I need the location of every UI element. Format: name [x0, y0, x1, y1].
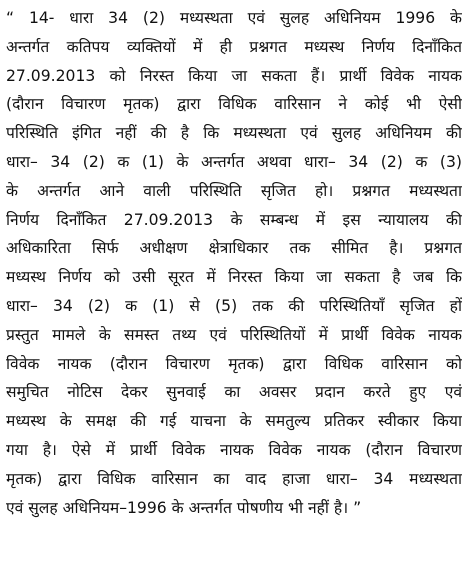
text-line: मृतक) द्वारा विधिक वारिसान का वाद हाजा धारा– 34 मध्यस्थता [6, 469, 462, 488]
text-line: अन्तर्गत कतिपय व्यक्तियों में ही प्रश्नगत मध्यस्थ निर्णय दिनाँकित [6, 37, 462, 56]
text-line: मध्यस्थ के समक्ष की गई याचना के समतुल्य प्रतिकर स्वीकार किया [6, 412, 462, 431]
text-line: धारा– 34 (2) क (1) से (5) तक की परिस्थितियाँ सृजित हों [6, 296, 462, 315]
text-line: विवेक नायक (दौरान विचारण मृतक) द्वारा विधिक वारिसान को [6, 354, 462, 373]
text-line: एवं सुलह अधिनियम–1996 के अन्तर्गत पोषणीय भी नहीं है। ” [6, 498, 362, 517]
text-line: अधिकारिता सिर्फ अधीक्षण क्षेत्राधिकार तक सीमित है। प्रश्नगत [6, 239, 462, 258]
text-line: मध्यस्थ निर्णय को उसी सूरत में निरस्त किया जा सकता है जब कि [6, 268, 462, 287]
text-line: गया है। ऐसे में प्रार्थी विवेक नायक विवेक नायक (दौरान विचारण [6, 440, 462, 459]
text-line: परिस्थिति इंगित नहीं की है कि मध्यस्थता एवं सुलह अधिनियम की [6, 124, 462, 143]
text-line: धारा– 34 (2) क (1) के अन्तर्गत अथवा धारा– 34 (2) क (3) [6, 152, 462, 171]
text-line: (दौरान विचारण मृतक) द्वारा विधिक वारिसान ने कोई भी ऐसी [6, 95, 462, 114]
text-line: के अन्तर्गत आने वाली परिस्थिति सृजित हो। प्रश्नगत मध्यस्थता [6, 181, 462, 200]
text-line: 27.09.2013 को निरस्त किया जा सकता हैं। प्रार्थी विवेक नायक [6, 66, 462, 85]
quoted-paragraph [6, 4, 462, 522]
text-line: प्रस्तुत मामले के समस्त तथ्य एवं परिस्थितियों में प्रार्थी विवेक नायक [6, 325, 462, 344]
text-line: समुचित नोटिस देकर सुनवाई का अवसर प्रदान करते हुए एवं [6, 383, 462, 402]
text-line: निर्णय दिनाँकित 27.09.2013 के सम्बन्ध में इस न्यायालय की [6, 210, 462, 229]
text-line: “ 14- धारा 34 (2) मध्यस्थता एवं सुलह अधिनियम 1996 के [6, 9, 462, 27]
